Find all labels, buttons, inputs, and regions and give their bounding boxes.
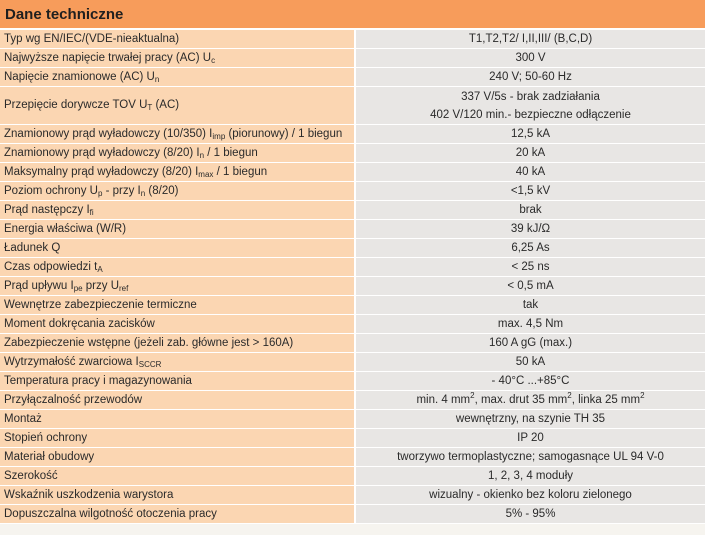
row-value: 12,5 kA — [355, 125, 705, 144]
row-label: Ładunek Q — [0, 239, 355, 258]
row-value: 50 kA — [355, 353, 705, 372]
row-label: Najwyższe napięcie trwałej pracy (AC) $U_c$ — [0, 49, 355, 68]
table-row — [0, 144, 705, 163]
table-row — [0, 372, 705, 391]
row-label: Przyłączalność przewodów — [0, 391, 355, 410]
row-value-line: 402 V/120 min.- bezpieczne odłączenie — [430, 108, 631, 121]
row-label: Przepięcie dorywcze TOV $U_T$ (AC) — [0, 87, 355, 125]
row-value: min. 4 $mm^2$, max. drut 35 $mm^2$, linka 25 $mm^2$ — [355, 391, 705, 410]
row-label: Prąd upływu $I_{pe}$ przy $U_{ref}$ — [0, 277, 355, 296]
row-label: Dopuszczalna wilgotność otoczenia pracy — [0, 505, 355, 524]
header-bar — [0, 0, 705, 30]
row-label: Maksymalny prąd wyładowczy (8/20) $I_{max} / 1$ biegun — [0, 163, 355, 182]
row-label: Znamionowy prąd wyładowczy (8/20) $I_n / 1$ biegun — [0, 144, 355, 163]
table-row — [0, 296, 705, 315]
row-value: 300 V — [355, 49, 705, 68]
table-row — [0, 182, 705, 201]
table-row — [0, 125, 705, 144]
table-row — [0, 87, 705, 125]
row-value: IP 20 — [355, 429, 705, 448]
table-row — [0, 505, 705, 524]
row-label: Wskaźnik uszkodzenia warystora — [0, 486, 355, 505]
row-label: Znamionowy prąd wyładowczy (10/350) $I_{imp}$ (piorunowy) / 1 biegun — [0, 125, 355, 144]
row-value: wizualny - okienko bez koloru zielonego — [355, 486, 705, 505]
row-label: Moment dokręcania zacisków — [0, 315, 355, 334]
row-value-line: 337 V/5s - brak zadziałania — [461, 90, 600, 103]
row-value: < 25 ns — [355, 258, 705, 277]
row-value: 39 kJ/Ω — [355, 220, 705, 239]
row-label: Szerokość — [0, 467, 355, 486]
row-label: Wewnętrze zabezpieczenie termiczne — [0, 296, 355, 315]
table-row — [0, 410, 705, 429]
row-label: Materiał obudowy — [0, 448, 355, 467]
table-row — [0, 429, 705, 448]
row-value: max. 4,5 Nm — [355, 315, 705, 334]
row-value: 160 A gG (max.) — [355, 334, 705, 353]
spec-table — [0, 30, 705, 524]
row-value: T1,T2,T2/ I,II,III/ (B,C,D) — [355, 30, 705, 49]
row-value: - 40°C ...+85°C — [355, 372, 705, 391]
table-row — [0, 315, 705, 334]
row-value: 20 kA — [355, 144, 705, 163]
row-value: 6,25 As — [355, 239, 705, 258]
row-value: tworzywo termoplastyczne; samogasnące UL 94 V-0 — [355, 448, 705, 467]
table-row — [0, 391, 705, 410]
table-row — [0, 30, 705, 49]
table-row — [0, 201, 705, 220]
table-row — [0, 277, 705, 296]
row-value: tak — [355, 296, 705, 315]
row-label: Czas odpowiedzi $t_A$ — [0, 258, 355, 277]
table-row — [0, 68, 705, 87]
row-value: 40 kA — [355, 163, 705, 182]
row-value: 5% - 95% — [355, 505, 705, 524]
row-label: Energia właściwa (W/R) — [0, 220, 355, 239]
row-label: Napięcie znamionowe (AC) $U_n$ — [0, 68, 355, 87]
table-row — [0, 486, 705, 505]
row-value: brak — [355, 201, 705, 220]
row-value: <1,5 kV — [355, 182, 705, 201]
row-label: Zabezpieczenie wstępne (jeżeli zab. główne jest > 160A) — [0, 334, 355, 353]
row-label: Prąd następczy $I_{fi}$ — [0, 201, 355, 220]
table-row — [0, 239, 705, 258]
table-row — [0, 467, 705, 486]
row-value: 240 V; 50-60 Hz — [355, 68, 705, 87]
table-row — [0, 353, 705, 372]
row-label: Poziom ochrony $U_p$ - przy $I_n$ (8/20) — [0, 182, 355, 201]
row-label: Wytrzymałość zwarciowa $I_{SCCR}$ — [0, 353, 355, 372]
table-row — [0, 220, 705, 239]
row-value: < 0,5 mA — [355, 277, 705, 296]
page-title: Dane techniczne — [5, 5, 124, 23]
table-row — [0, 163, 705, 182]
row-value: 1, 2, 3, 4 moduły — [355, 467, 705, 486]
row-label: Stopień ochrony — [0, 429, 355, 448]
row-value — [355, 87, 705, 125]
table-row — [0, 334, 705, 353]
row-label: Typ wg EN/IEC/(VDE-nieaktualna) — [0, 30, 355, 49]
table-row — [0, 258, 705, 277]
table-row — [0, 448, 705, 467]
row-label: Temperatura pracy i magazynowania — [0, 372, 355, 391]
row-value: wewnętrzny, na szynie TH 35 — [355, 410, 705, 429]
row-label: Montaż — [0, 410, 355, 429]
table-row — [0, 49, 705, 68]
